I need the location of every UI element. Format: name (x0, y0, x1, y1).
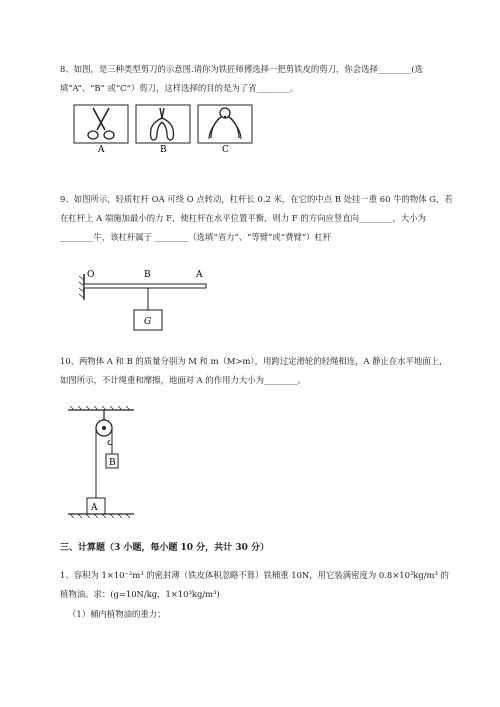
question-8-text: 8、如图，是三种类型剪刀的示意图.请你为铁匠师傅选择一把剪铁皮的剪刀，你会选择________(选填“A”、“B” 或“C”）剪刀，这样选择的目的是为了省________。 (60, 64, 424, 93)
lever-label-b: B (144, 270, 151, 280)
section-3-heading: 三、计算题（3 小题，每小题 10 分，共计 30 分） (60, 543, 269, 553)
scissors-label-c: C (222, 145, 229, 154)
question-11-sub-1: （1）桶内植物油的重力； (68, 609, 166, 619)
pulley-figure (66, 406, 136, 526)
scissors-b-icon (136, 105, 190, 143)
scissors-c-icon (198, 105, 252, 143)
question-9-text: 9、如图所示，轻质杠杆 OA 可绕 O 点转动，杠杆长 0.2 米，在它的中点 B 处挂一重 60 牛的物体 G，若在杠杆上 A 端施加最小的力 F，使杠杆在水平位置平衡，则力 F 的方向应竖直向________，大小为________牛，该杠杆属于 ________（选填“省力”、“等臂”或“费臂”）杠杆 (60, 194, 453, 242)
block-label-b: B (109, 458, 116, 468)
ceiling-hatch (70, 406, 130, 410)
lever-figure (78, 262, 218, 338)
lever-label-o: O (87, 270, 95, 280)
block-label-a: A (91, 503, 98, 513)
scissors-figure (73, 104, 253, 158)
scissors-label-b: B (160, 145, 167, 154)
weight-label-g: G (144, 317, 152, 327)
question-11-text: 1、容积为 1×10⁻²m³ 的密封薄（铁皮体积忽略不算）铁桶重 10N，用它装满密度为 0.8×10³kg/m³ 的植物油。求：(g=10N/kg，1×10³kg/m³) (60, 570, 449, 599)
lever-label-a: A (196, 270, 203, 280)
scissors-label-a: A (98, 145, 105, 154)
lever-bar (84, 284, 206, 288)
question-10-text: 10、两物体 A 和 B 的质量分别为 M 和 m（M>m），用跨过定滑轮的轻绳相连，A 静止在水平地面上，如图所示，不计绳重和摩擦，地面对 A 的作用力大小为________。 (60, 356, 448, 385)
hook-icon (108, 440, 112, 445)
scissors-a-icon (74, 105, 128, 143)
